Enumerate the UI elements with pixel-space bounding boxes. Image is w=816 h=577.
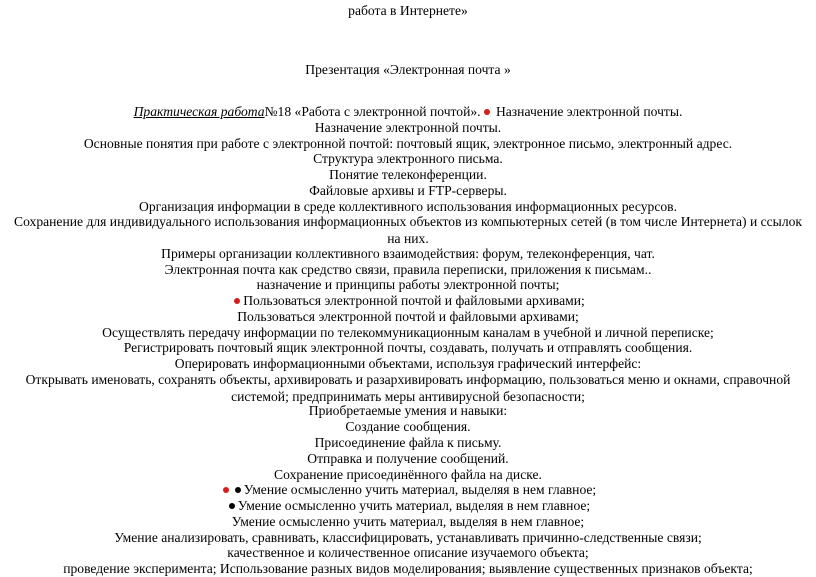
text-line: Создание сообщения. [345,419,471,435]
text-line: Структура электронного письма. [313,151,503,167]
bulleted-line [0,481,816,498]
text-line: Осуществлять передачу информации по телекоммуникационным каналам в учебной и личной переписке; [102,324,714,340]
red-bullet-icon [484,109,490,115]
text-line: проведение эксперимента; Использование разных видов моделирования; выявление существенных признаков объекта; [63,561,753,576]
text-line: Сохранение для индивидуального использования информационных объектов из компьютерных сетей (в том числе Интернета) и ссылок на них. [14,214,802,247]
text-line: Умение осмысленно учить материал, выделяя в нем главное; [231,513,585,529]
text-line: Регистрировать почтовый ящик электронной почты, создавать, получать и отправлять сообщения. [123,340,693,356]
bulleted-line [0,292,816,309]
bulleted-text: Умение осмысленно учить материал, выделяя в нем главное; [243,482,597,498]
presentation-title: Презентация «Электронная почта » [305,62,511,78]
text-line: Присоединение файла к письму. [314,434,502,450]
top-line: работа в Интернете» [348,3,468,18]
text-line: Понятие телеконференции. [329,167,487,183]
practical-work-purpose: Назначение электронной почты. [492,104,683,119]
text-line: назначение и принципы работы электронной почты; [256,277,560,293]
text-line: Организация информации в среде коллективного использования информационных ресурсов. [139,198,677,214]
bulleted-text: Умение осмысленно учить материал, выделяя в нем главное; [237,498,591,513]
text-line: Основные понятия при работе с электронной почтой: почтовый ящик, электронное письмо, электронный адрес. [83,135,733,151]
text-line: Назначение электронной почты. [314,119,502,135]
red-bullet-icon [223,487,229,493]
black-bullet-icon [229,503,235,509]
practical-work-title: №18 «Работа с электронной почтой». [264,104,481,119]
text-line: Примеры организации коллективного взаимодействия: форум, телеконференция, чат. [161,245,655,261]
text-line: Открывать именовать, сохранять объекты, архивировать и разархивировать информацию, пользоваться меню и окнами, справочной системой; предпринимать меры антивирусной безопасности; [25,371,791,404]
text-line: Сохранение присоединённого файла на диске. [274,466,542,482]
text-line: Пользоваться электронной почтой и файловыми архивами; [237,308,579,324]
text-line: Умение анализировать, сравнивать, классифицировать, устанавливать причинно-следственные связи; [114,529,702,545]
practical-work-line [0,103,816,120]
text-line: Оперировать информационными объектами, используя графический интерфейс: [174,356,642,372]
bulleted-line [0,497,816,514]
bulleted-text: Пользоваться электронной почтой и файловыми архивами; [243,293,585,309]
red-bullet-icon [234,298,240,304]
text-line: Приобретаемые умения и навыки: [308,403,508,419]
text-line: Файловые архивы и FTP-серверы. [309,182,507,198]
text-line: Отправка и получение сообщений. [307,450,509,466]
text-line: Электронная почта как средство связи, правила переписки, приложения к письмам.. [164,261,652,277]
text-line: качественное и количественное описание изучаемого объекта; [227,545,589,561]
black-bullet-icon [235,487,241,493]
practical-work-label: Практическая работа [133,104,265,119]
